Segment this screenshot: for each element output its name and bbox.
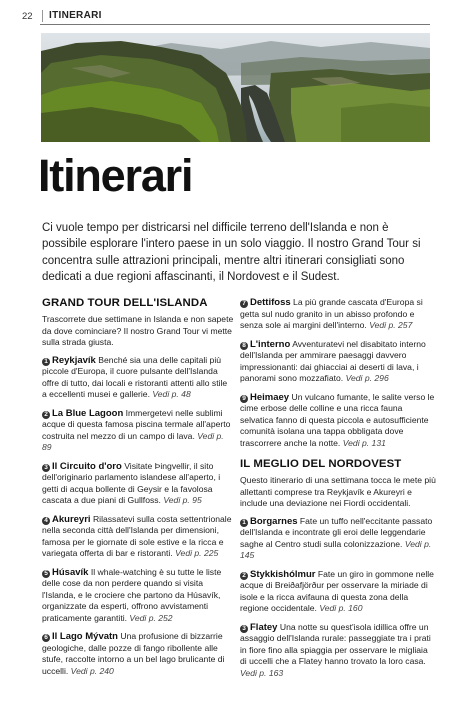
page-title: Itinerari — [38, 150, 193, 201]
page-reference: Vedi p. 95 — [163, 495, 202, 505]
stop-description: Fate un giro in gommone nelle acque di Breiðafjörður per osservare la miriade di isole e la ricca avifauna di questa zona della regione occidentale. — [240, 568, 434, 613]
northwest-lead: Questo itinerario di una settimana tocca le mete più allettanti comprese tra Reykjavík e Akureyri e include una deviazione nei Fiordi occidentali. — [240, 475, 436, 508]
itinerary-entry-myvatn — [42, 631, 234, 677]
itinerary-entry-heimaey — [240, 392, 436, 450]
page-reference: Vedi p. 257 — [369, 320, 413, 330]
stop-name: L'interno — [250, 338, 291, 350]
page-reference: Vedi p. 48 — [152, 389, 191, 399]
page-reference: Vedi p. 252 — [129, 612, 173, 623]
stop-number-badge: 5 — [42, 570, 50, 578]
stop-description: Immergetevi nelle sublimi acque di questa famosa piscina termale all'aperto costruita nel mezzo di un campo di lava. — [42, 407, 231, 441]
stop-description: Fate un tuffo nell'eccitante passato dell'Islanda e incontrate gli eroi delle leggendarie saghe al Centro studi sulla colonizzazione. — [240, 515, 433, 549]
stop-description: Visitate Þingvellir, il sito dell'originario parlamento islandese all'aperto, i getti di acqua bollente di Geysir e la favolosa cascata a due piani di Gullfoss. — [42, 460, 221, 505]
stop-number-badge: 9 — [240, 395, 248, 403]
stop-description: Rilassatevi sulla costa settentrionale nella seconda città dell'Islanda per dimensioni, famosa per le giornate di sole estive e la ricca e variegata offerta di bar e ristoranti. — [42, 513, 232, 558]
stop-description: La più grande cascata d'Europa si getta sul nudo granito in un abisso profondo e senza sole ai margini dell'interno. — [240, 297, 423, 330]
itinerary-entry-akureyri — [42, 514, 234, 560]
itinerary-entry-interior — [240, 339, 436, 385]
itinerary-entry-stykkisholmur — [240, 569, 436, 615]
stop-number-badge: 2 — [42, 411, 50, 419]
stop-name: Il Circuito d'oro — [52, 460, 122, 472]
stop-name: Flatey — [250, 621, 278, 633]
page-number: 22 — [22, 10, 33, 22]
page-reference: Vedi p. 131 — [342, 437, 386, 448]
stop-number-badge: 3 — [42, 464, 50, 472]
itinerary-entry-blue-lagoon — [42, 408, 234, 454]
page-reference: Vedi p. 225 — [175, 548, 219, 558]
stop-number-badge: 2 — [240, 572, 248, 580]
page-reference: Vedi p. 145 — [240, 538, 432, 560]
page-reference: Vedi p. 296 — [345, 373, 389, 383]
itinerary-entry-dettifoss — [240, 297, 436, 332]
page-reference: Vedi p. 160 — [319, 603, 363, 613]
page-reference: Vedi p. 89 — [42, 430, 224, 452]
stop-number-badge: 4 — [42, 517, 50, 525]
stop-description: Una profusione di bizzarrie geologiche, dalle pozze di fango ribollente alle stufe, raccolte intorno a un bel lago brulicante di uccelli. — [42, 631, 225, 676]
page-reference: Vedi p. 240 — [70, 665, 114, 676]
stop-number-badge: 8 — [240, 342, 248, 350]
stop-name: Reykjavík — [52, 354, 96, 366]
section-title: ITINERARI — [42, 10, 102, 22]
running-header — [22, 9, 102, 23]
stop-number-badge: 6 — [42, 634, 50, 642]
right-column — [240, 297, 436, 686]
stop-name: Dettifoss — [250, 297, 291, 308]
page-reference: Vedi p. 163 — [240, 667, 284, 678]
landscape-photo — [41, 33, 430, 142]
itinerary-entry-husavik — [42, 567, 234, 625]
stop-number-badge: 7 — [240, 300, 248, 308]
stop-name: La Blue Lagoon — [52, 407, 124, 419]
stop-description: Una notte su quest'isola idillica offre un assaggio dell'Islanda rurale: passeggiate tra i prati in fiore fino alla spiaggia per osservare le migliaia di uccelli che a Flatey hanno trovato la loro casa. — [240, 621, 431, 666]
stop-description: Benché sia una delle capitali più piccole d'Europa, il cuore pulsante dell'Islanda offre di tutto, dai locali e ristoranti attenti allo stile a eccellenti musei e gallerie. — [42, 354, 228, 399]
grand-tour-column — [42, 296, 234, 684]
intro-paragraph: Ci vuole tempo per districarsi nel difficile terreno dell'Islanda e non è possibile esplorare l'intero paese in un solo viaggio. Il nostro Grand Tour si concentra sulle attrazioni principali, mentre altri itinerari consigliati sono dedicati a due regioni affascinanti, il Nordovest e il Sudest. — [42, 222, 421, 284]
itinerary-entry-flatey — [240, 622, 436, 680]
stop-number-badge: 1 — [240, 519, 248, 527]
stop-name: Borgarnes — [250, 515, 298, 527]
grand-tour-heading: GRAND TOUR DELL'ISLANDA — [42, 297, 208, 309]
itinerary-entry-reykjavik — [42, 355, 234, 401]
stop-description: Avventuratevi nel disabitato interno dell'Islanda per ammirare paesaggi davvero impressionanti: dai ghiacciai ai deserti di lava, i panorami sono mozzafiato. — [240, 338, 426, 383]
canyon-landscape-image — [41, 33, 430, 142]
northwest-heading: IL MEGLIO DEL NORDOVEST — [240, 458, 402, 470]
stop-name: Akureyri — [52, 513, 91, 525]
stop-number-badge: 3 — [240, 625, 248, 633]
itinerary-entry-borgarnes — [240, 516, 436, 562]
itinerary-entry-golden-circle — [42, 461, 234, 507]
stop-number-badge: 1 — [42, 358, 50, 366]
stop-name: Heimaey — [250, 391, 290, 403]
stop-description: Un vulcano fumante, le salite verso le cime erbose delle colline e una ricca fauna selvatica fanno di questa piccola e autosufficiente comunità isolana una tappa obbligata dove trascorrere anche la notte. — [240, 391, 435, 448]
header-divider — [40, 24, 430, 25]
stop-description: Il whale-watching è su tutte le liste delle cose da non perdere quando si visita l'Islanda, e le crociere che partono da Húsavík, organizzate da esperti, offrono avvistamenti praticamente garantiti. — [42, 566, 222, 623]
stop-name: Il Lago Mývatn — [52, 631, 118, 642]
stop-name: Húsavík — [52, 566, 89, 578]
stop-name: Stykkishólmur — [250, 568, 316, 580]
grand-tour-lead: Trascorrete due settimane in Islanda e non sapete da dove cominciare? Il nostro Grand Tour vi mette sulla strada giusta. — [42, 314, 234, 347]
